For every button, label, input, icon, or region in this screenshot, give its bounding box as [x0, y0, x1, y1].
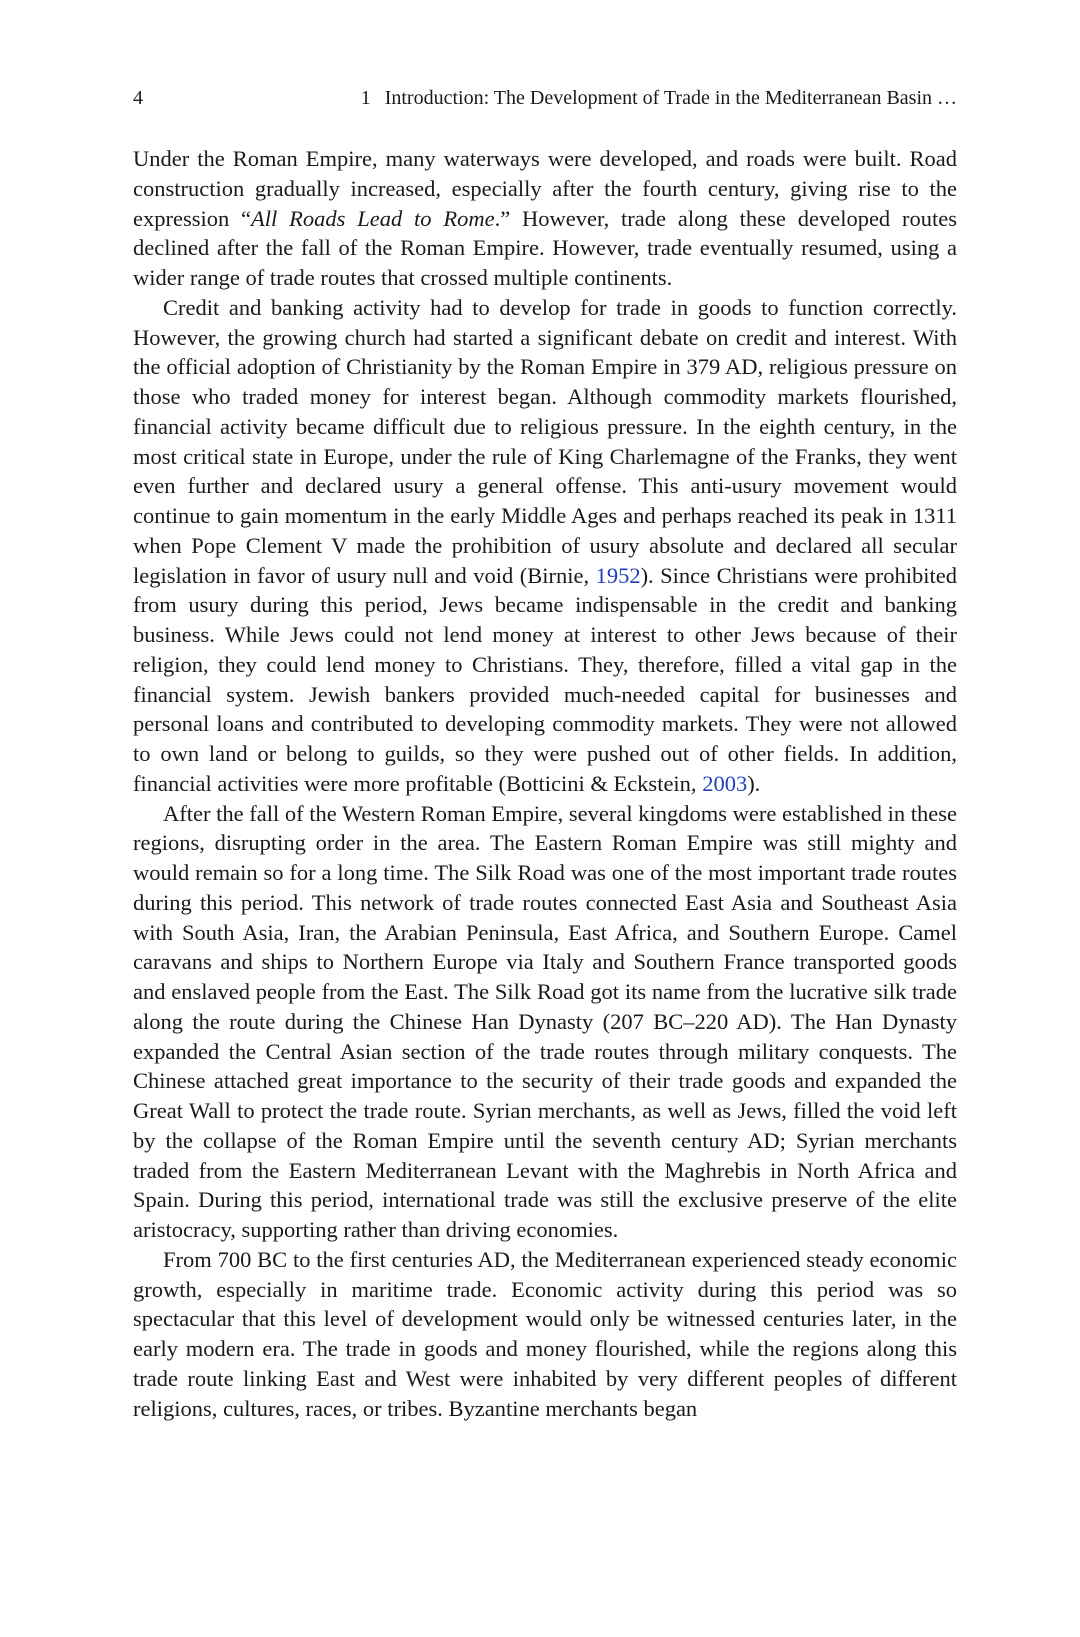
- paragraph-text: Credit and banking activity had to develop for trade in goods to function correctly. However, the growing church had started a significant debate on credit and interest. With the official adoption of Christianity by the Roman Empire in 379 AD, religious pressure on those who traded money for interest began. Although commodity markets flourished, financial activity became difficult due to religious pressure. In the eighth century, in the most critical state in Europe, under the rule of King Charlemagne of the Franks, they went even further and declared usury a general offense. This anti-usury movement would continue to gain momentum in the early Middle Ages and perhaps reached its peak in 1311 when Pope Clement V made the prohibition of usury absolute and declared all secular legislation in favor of usury null and void (Birnie,: [133, 294, 957, 588]
- paragraph-text: ). Since Christians were prohibited from usury during this period, Jews became indispensable in the credit and banking business. While Jews could not lend money at interest to other Jews because of their religion, they could lend money to Christians. They, therefore, filled a vital gap in the financial system. Jewish bankers provided much-needed capital for businesses and personal loans and contributed to developing commodity markets. They were not allowed to own land or belong to guilds, so they were pushed out of other fields. In addition, financial activities were more profitable (Botticini & Eckstein,: [133, 562, 958, 796]
- paragraph-roman-roads: [133, 144, 957, 293]
- body-text: [133, 144, 957, 1423]
- paragraph-silk-road: After the fall of the Western Roman Empire, several kingdoms were established in these regions, disrupting order in the area. The Eastern Roman Empire was still mighty and would remain so for a long time. The Silk Road was one of the most important trade routes during this period. This network of trade routes connected East Asia and Southeast Asia with South Asia, Iran, the Arabian Peninsula, East Africa, and Southern Europe. Camel caravans and ships to Northern Europe via Italy and Southern France transported goods and enslaved people from the East. The Silk Road got its name from the lucrative silk trade along the route during the Chinese Han Dynasty (207 BC–220 AD). The Han Dynasty expanded the Central Asian section of the trade routes through military conquests. The Chinese attached great importance to the security of their trade goods and expanded the Great Wall to protect the trade route. Syrian merchants, as well as Jews, filled the void left by the collapse of the Roman Empire until the seventh century AD; Syrian merchants traded from the Eastern Mediterranean Levant with the Maghrebis in North Africa and Spain. During this period, international trade was still the exclusive preserve of the elite aristocracy, supporting rather than driving economies.: [133, 800, 957, 1242]
- paragraph-text: Under the Roman Empire, many waterways were developed, and roads were built. Road construction gradually increased, especially after the fourth century, giving rise to the expression “: [133, 146, 957, 231]
- citation-link-botticini[interactable]: 2003: [702, 770, 748, 796]
- paragraph-text: ).: [747, 770, 761, 796]
- paragraph-text: .” However, trade along these developed routes declined after the fall of the Roman Empire. However, trade eventually resumed, using a wider range of trade routes that crossed multiple continents.: [133, 205, 957, 290]
- page-number: 4: [133, 87, 143, 109]
- chapter-title-text: Introduction: The Development of Trade in the Mediterranean Basin …: [384, 87, 957, 109]
- italic-quote: All Roads Lead to Rome: [251, 205, 495, 231]
- chapter-title: [361, 83, 957, 113]
- paragraph-credit-banking: [133, 293, 957, 799]
- running-header: [133, 83, 957, 113]
- chapter-number: 1: [360, 87, 371, 109]
- citation-link-birnie[interactable]: 1952: [595, 562, 641, 588]
- paragraph-mediterranean-growth: From 700 BC to the first centuries AD, the Mediterranean experienced steady economic growth, especially in maritime trade. Economic activity during this period was so spectacular that this level of development would only be witnessed centuries later, in the early modern era. The trade in goods and money flourished, while the regions along this trade route linking East and West were inhabited by very different peoples of different religions, cultures, races, or tribes. Byzantine merchants began: [133, 1246, 957, 1421]
